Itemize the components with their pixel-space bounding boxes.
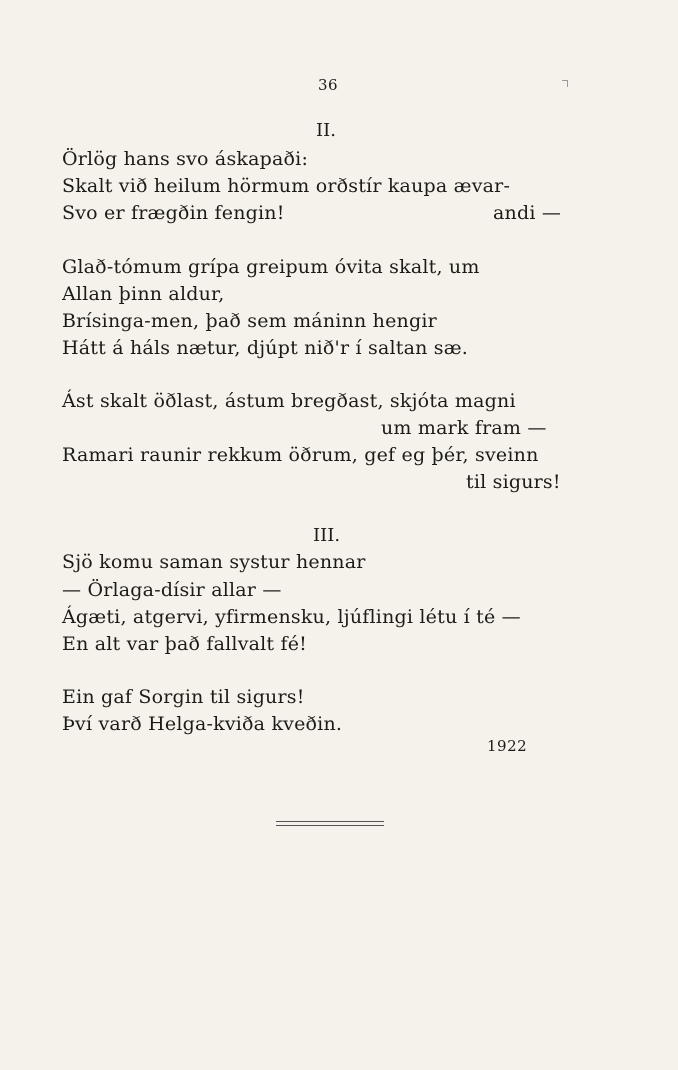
poem-line: Því varð Helga-kviða kveðin. [62,713,343,735]
year-mark: 1922 [487,737,528,755]
poem-line-continuation: andi — [493,202,562,224]
poem-line: Ást skalt öðlast, ástum bregðast, skjóta magni [62,390,516,412]
poem-line: Ramari raunir rekkum öðrum, gef eg þér, sveinn [62,444,539,466]
end-rule-top [276,821,384,822]
poem-line: Glað-tómum grípa greipum óvita skalt, um [62,256,480,278]
poem-line: Skalt við heilum hörmum orðstír kaupa ævar- [62,175,511,197]
poem-line: En alt var það fallvalt fé! [62,633,308,655]
poem-line-continuation: til sigurs! [466,471,561,493]
poem-line: Allan þinn aldur, [62,283,225,305]
poem-line: Ein gaf Sorgin til sigurs! [62,686,305,708]
poem-line: Brísinga-men, það sem máninn hengir [62,310,437,332]
poem-line: Örlög hans svo áskapaði: [62,148,309,170]
poem-line: — Örlaga-dísir allar — [62,579,282,601]
poem-line: Sjö komu saman systur hennar [62,551,366,573]
poem-line: Hátt á háls nætur, djúpt nið'r í saltan sæ. [62,337,469,359]
page-mark [562,80,568,87]
page-number: 36 [318,76,339,94]
end-rule-bottom [276,825,384,826]
poem-line-continuation: um mark fram — [381,417,547,439]
poem-line: Svo er frægðin fengin! [62,202,285,224]
section-heading-iii: III. [313,525,341,546]
poem-line: Ágæti, atgervi, yfirmensku, ljúflingi létu í té — [62,606,521,628]
section-heading-ii: II. [316,120,336,141]
